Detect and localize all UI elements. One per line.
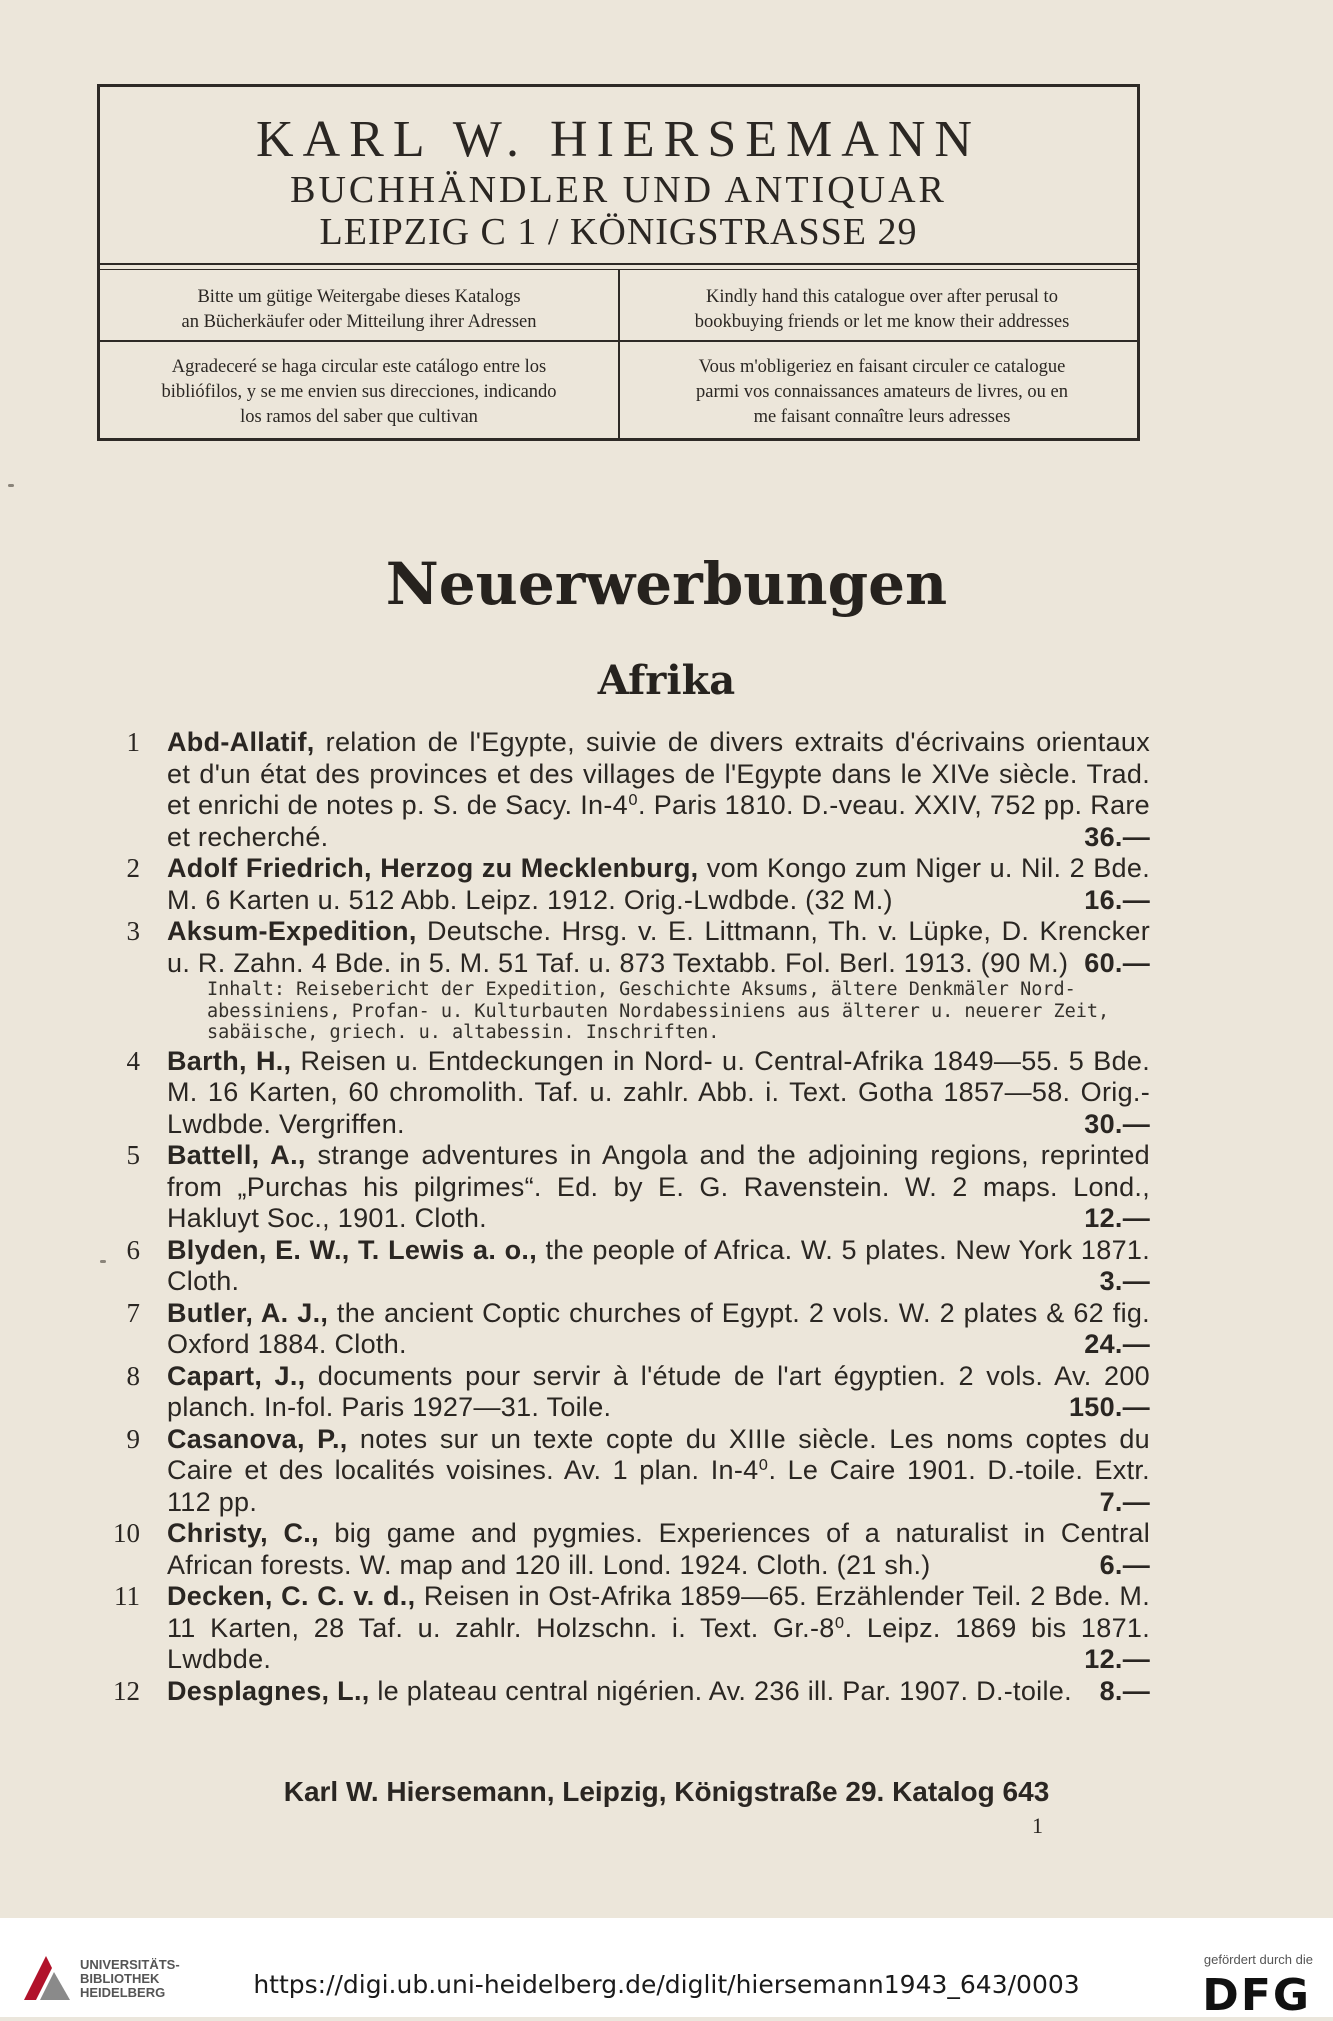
entry-description: Reisen in Ost-Afrika 1859—65. Erzählender Teil. 2 Bde. M. 11 Karten, 28 Taf. u. zahlr. Holzschn. i. Text. Gr.-8⁰. Leipz. 1869 bis 1871. Lwdbde. <box>167 1581 1151 1674</box>
entry-author: Blyden, E. W., T. Lewis a. o., <box>167 1234 538 1265</box>
catalogue-entry <box>100 1298 1150 1361</box>
entry-description: vom Kongo zum Niger u. Nil. 2 Bde. M. 6 Karten u. 512 Abb. Leipz. 1912. Orig.-Lwdbde. (32 M.) <box>167 853 1150 915</box>
entry-price: 60.— <box>1084 947 1150 978</box>
entry-author: Aksum-Expedition, <box>167 916 417 946</box>
entry-author: Barth, H., <box>167 1045 292 1076</box>
entry-description: the ancient Coptic churches of Egypt. 2 vols. W. 2 plates & 62 fig. Oxford 1884. Cloth. <box>167 1297 1150 1359</box>
catalogue-entry <box>100 853 1150 916</box>
entry-contents-note: Inhalt: Reisebericht der Expedition, Geschichte Aksums, ältere Denkmäler Nord- abessiniens, Profan- u. Kulturbauten Nordabessiniens aus älterer u. neuerer Zeit, sabäische, griech. u. altabessin. Inschriften. <box>207 979 1110 1043</box>
entry-text <box>167 727 1150 853</box>
entry-text <box>167 1140 1150 1235</box>
entry-description: relation de l'Egypte, suivie de divers extraits d'écrivains orientaux et d'un état des provinces et des villages de l'Egypte dans le XIVe siècle. Trad. et enrichi de notes p. S. de Sacy. In-4⁰. Paris 1810. D.-veau. XXIV, 752 pp. Rare et recherché. <box>167 727 1150 852</box>
dfg-logo[interactable]: DFG <box>1202 1970 1311 2021</box>
note-spanish: Agradeceré se haga circular este catálogo entre los bibliófilos, y se me envien sus direcciones, indicando los ramos del saber que cultivan <box>161 357 557 427</box>
entry-price: 3.— <box>1099 1266 1150 1296</box>
note-english: Kindly hand this catalogue over after perusal to bookbuying friends or let me know their addresses <box>694 287 1070 332</box>
entry-number: 10 <box>113 1518 140 1548</box>
entry-number: 11 <box>114 1581 140 1611</box>
firm-profession: BUCHHÄNDLER UND ANTIQUAR <box>290 169 947 211</box>
entry-text <box>167 1676 1150 1708</box>
entry-number: 6 <box>126 1234 140 1265</box>
entry-price: 150.— <box>1068 1392 1150 1422</box>
entry-text <box>167 853 1150 916</box>
entry-description: big game and pygmies. Experiences of a naturalist in Central African forests. W. map and 120 ill. Lond. 1924. Cloth. (21 sh.) <box>167 1518 1150 1580</box>
entry-description: the people of Africa. W. 5 plates. New York 1871. Cloth. <box>167 1234 1151 1296</box>
catalogue-entry <box>100 916 1150 1044</box>
entry-text <box>167 1298 1150 1361</box>
catalogue-entry <box>100 727 1150 853</box>
entry-author: Butler, A. J., <box>167 1297 329 1328</box>
library-name[interactable]: UNIVERSITÄTS- BIBLIOTHEK HEIDELBERG <box>80 1957 180 2000</box>
entry-description: notes sur un texte copte du XIIIe siècle. Les noms coptes du Caire et des localités voisines. Av. 1 plan. In-4⁰. Le Caire 1901. D.-toile. Extr. 112 pp. <box>167 1423 1150 1517</box>
entry-description: strange adventures in Angola and the adjoining regions, reprinted from „Purchas his pilgrimes“. Ed. by E. G. Ravenstein. W. 2 maps. Lond., Hakluyt Soc., 1901. Cloth. <box>167 1140 1150 1233</box>
permalink-url[interactable]: https://digi.ub.uni-heidelberg.de/diglit/hiersemann1943_643/0003 <box>253 1970 1080 1999</box>
entry-description: documents pour servir à l'étude de l'art égyptien. 2 vols. Av. 200 planch. In-fol. Paris 1927—31. Toile. <box>167 1360 1150 1422</box>
note-french: Vous m'obligeriez en faisant circuler ce catalogue parmi vos connaissances amateurs de livres, ou en me faisant connaître leurs adresses <box>696 357 1068 427</box>
entry-price: 16.— <box>1084 884 1150 915</box>
entry-number: 7 <box>126 1297 140 1328</box>
entry-price: 6.— <box>1099 1549 1150 1580</box>
firm-address: LEIPZIG C 1 / KÖNIGSTRASSE 29 <box>319 211 918 253</box>
catalogue-entry <box>100 1235 1150 1298</box>
entry-price: 7.— <box>1099 1486 1150 1517</box>
entry-price: 12.— <box>1084 1644 1150 1674</box>
entry-price: 36.— <box>1084 821 1150 852</box>
entry-author: Desplagnes, L., <box>167 1675 370 1706</box>
entry-number: 2 <box>126 853 140 883</box>
section-heading: Afrika <box>597 657 736 704</box>
entry-author: Christy, C., <box>167 1518 319 1548</box>
entry-number: 4 <box>126 1045 140 1076</box>
scan-mark <box>8 484 14 487</box>
entry-list <box>100 727 1150 1707</box>
viewer-footer-bar <box>0 1918 1333 2021</box>
entry-text <box>167 1235 1150 1298</box>
entry-price: 12.— <box>1084 1203 1150 1233</box>
entry-number: 5 <box>126 1140 140 1170</box>
entry-description: Deutsche. Hrsg. v. E. Littmann, Th. v. Lüpke, D. Krencker u. R. Zahn. 4 Bde. in 5. M. 51 Taf. u. 873 Textabb. Fol. Berl. 1913. (90 M.) <box>167 916 1150 978</box>
entry-description: Reisen u. Entdeckungen in Nord- u. Central-Afrika 1849—55. 5 Bde. M. 16 Karten, 60 chromolith. Taf. u. zahlr. Abb. i. Text. Gotha 1857—58. Orig.-Lwdbde. Vergriffen. <box>167 1045 1151 1139</box>
entry-text <box>167 1518 1150 1581</box>
entry-price: 30.— <box>1084 1108 1150 1139</box>
entry-text <box>167 1046 1150 1141</box>
catalogue-footer: Karl W. Hiersemann, Leipzig, Königstraße 29. Katalog 643 <box>283 1776 1050 1807</box>
scan-mark <box>100 1260 106 1263</box>
catalogue-entry <box>100 1046 1150 1141</box>
catalogue-entry <box>100 1424 1150 1519</box>
entry-number: 12 <box>113 1675 140 1706</box>
entry-number: 9 <box>126 1423 140 1454</box>
catalogue-entry <box>100 1581 1150 1676</box>
catalogue-entry <box>100 1361 1150 1424</box>
entry-author: Battell, A., <box>167 1140 306 1170</box>
divider <box>100 263 1137 265</box>
catalogue-entry <box>100 1518 1150 1581</box>
entry-number: 3 <box>126 916 140 946</box>
catalogue-entry <box>100 1676 1150 1708</box>
catalogue-entry <box>100 1140 1150 1235</box>
divider <box>618 269 620 438</box>
entry-text <box>167 1424 1150 1519</box>
note-german: Bitte um gütige Weitergabe dieses Katalogs an Bücherkäufer oder Mitteilung ihrer Adressen <box>181 287 537 332</box>
entry-author: Adolf Friedrich, Herzog zu Mecklenburg, <box>167 853 699 883</box>
letterhead-box <box>97 84 1140 441</box>
entry-author: Casanova, P., <box>167 1423 348 1454</box>
entry-price: 24.— <box>1084 1329 1150 1359</box>
entry-text <box>167 916 1150 979</box>
funding-label: gefördert durch die <box>1203 1952 1313 1967</box>
entry-price: 8.— <box>1099 1675 1150 1706</box>
entry-number: 8 <box>126 1360 140 1391</box>
entry-author: Abd-Allatif, <box>167 727 315 757</box>
page-number: 1 <box>1032 1813 1043 1838</box>
entry-text <box>167 1581 1150 1676</box>
firm-name: KARL W. HIERSEMANN <box>256 111 981 168</box>
entry-text <box>167 1361 1150 1424</box>
entry-number: 1 <box>126 727 140 757</box>
page-title: Neuerwerbungen <box>385 550 948 618</box>
entry-author: Capart, J., <box>167 1360 306 1391</box>
entry-author: Decken, C. C. v. d., <box>167 1581 416 1611</box>
entry-description: le plateau central nigérien. Av. 236 ill. Par. 1907. D.-toile. <box>369 1675 1072 1706</box>
